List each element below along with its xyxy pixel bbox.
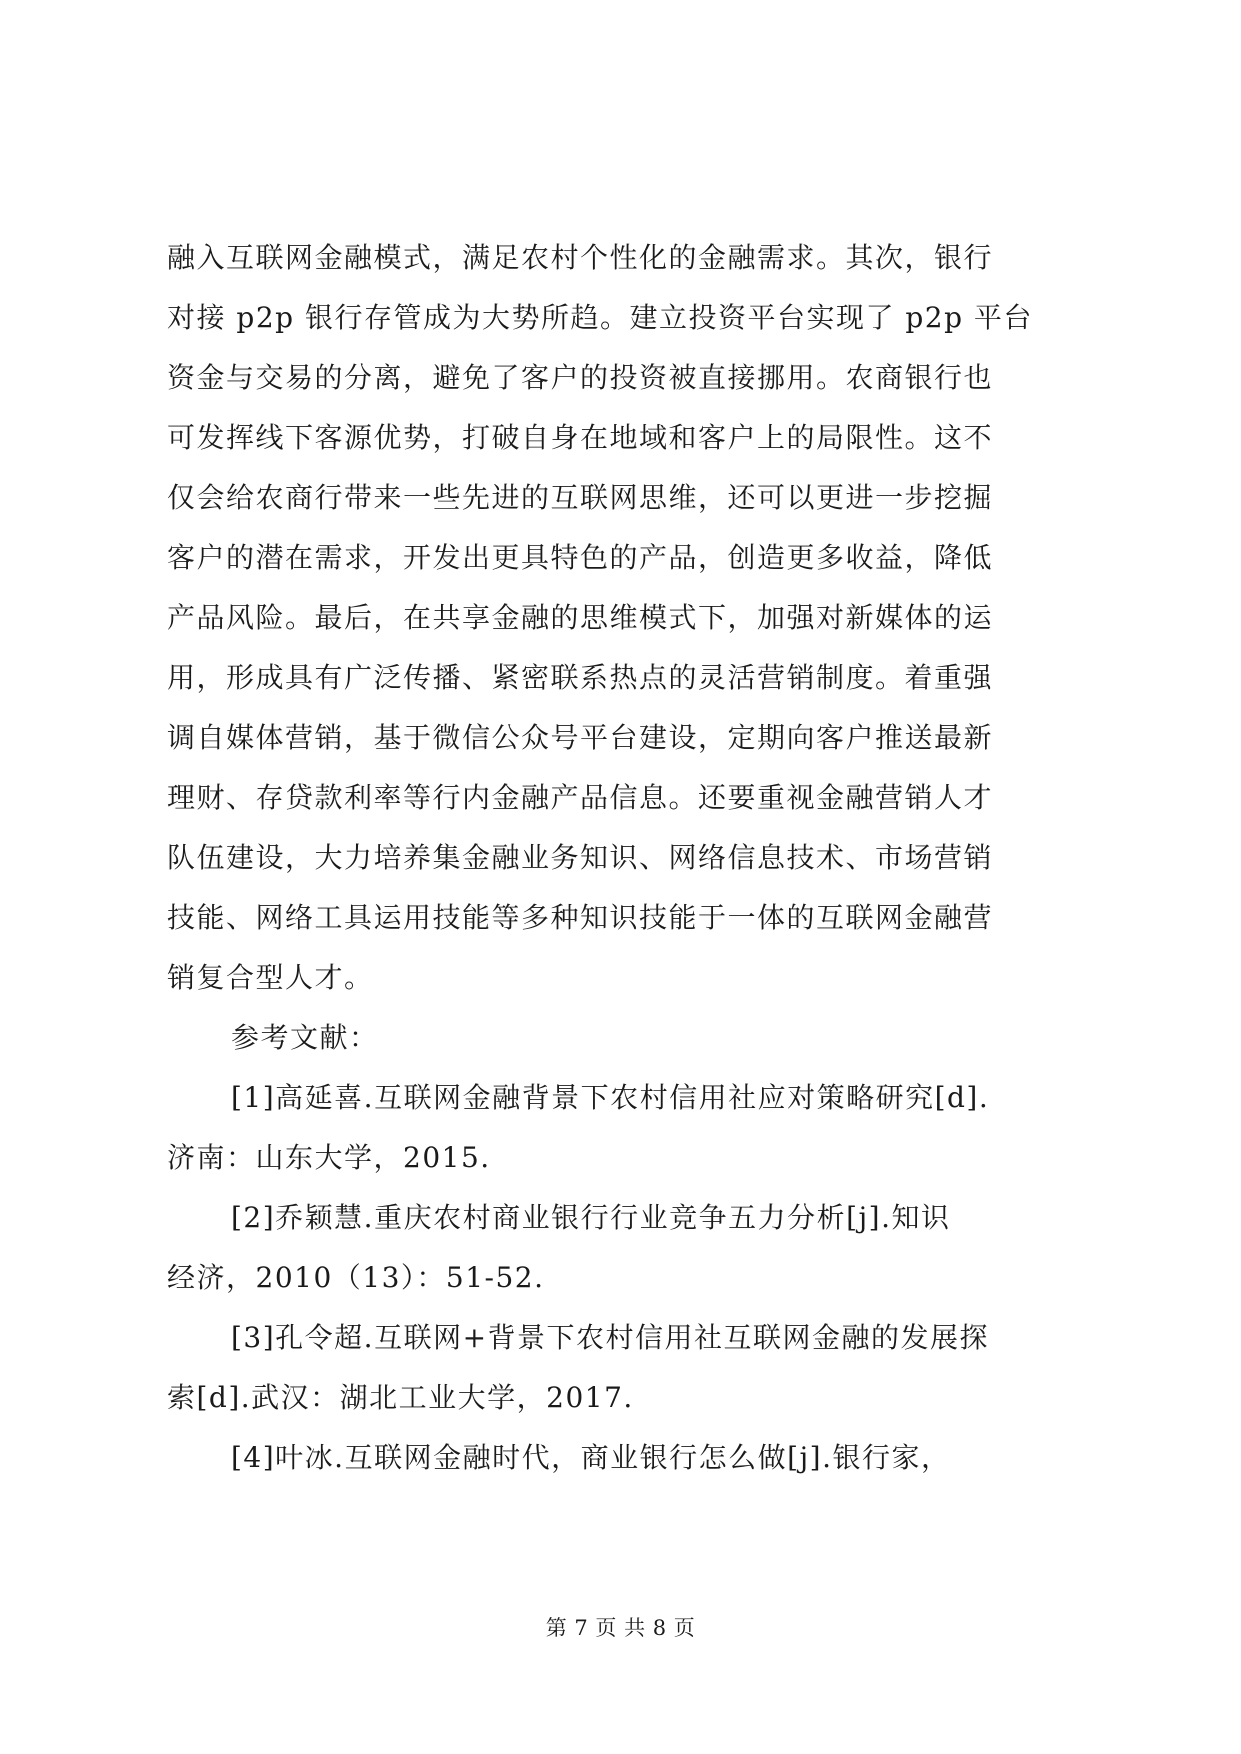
body-line: 资金与交易的分离，避免了客户的投资被直接挪用。农商银行也 — [167, 361, 994, 394]
reference-2-line-2: 经济，2010（13）：51-52. — [167, 1261, 545, 1294]
body-line: 客户的潜在需求，开发出更具特色的产品，创造更多收益，降低 — [167, 541, 994, 574]
body-line: 技能、网络工具运用技能等多种知识技能于一体的互联网金融营 — [167, 901, 994, 934]
references-heading: 参考文献： — [231, 1021, 379, 1054]
body-line: 理财、存贷款利率等行内金融产品信息。还要重视金融营销人才 — [167, 781, 994, 814]
body-line: 产品风险。最后，在共享金融的思维模式下，加强对新媒体的运 — [167, 601, 994, 634]
body-line: 可发挥线下客源优势，打破自身在地域和客户上的局限性。这不 — [167, 421, 994, 454]
reference-4-line-1: [4]叶冰.互联网金融时代，商业银行怎么做[j].银行家， — [231, 1441, 951, 1474]
body-line: 用，形成具有广泛传播、紧密联系热点的灵活营销制度。着重强 — [167, 661, 994, 694]
page-footer: 第 7 页 共 8 页 — [545, 1616, 696, 1640]
body-line: 仅会给农商行带来一些先进的互联网思维，还可以更进一步挖掘 — [167, 481, 994, 514]
body-line: 对接 p2p 银行存管成为大势所趋。建立投资平台实现了 p2p 平台 — [167, 301, 1033, 334]
body-line: 融入互联网金融模式，满足农村个性化的金融需求。其次，银行 — [167, 241, 994, 274]
body-line: 调自媒体营销，基于微信公众号平台建设，定期向客户推送最新 — [167, 721, 994, 754]
body-line: 销复合型人才。 — [167, 961, 374, 994]
reference-2-line-1: [2]乔颖慧.重庆农村商业银行行业竞争五力分析[j].知识 — [231, 1201, 951, 1234]
body-line: 队伍建设，大力培养集金融业务知识、网络信息技术、市场营销 — [167, 841, 994, 874]
body-text — [167, 228, 1087, 1488]
reference-3-line-2: 索[d].武汉：湖北工业大学，2017. — [167, 1381, 634, 1414]
reference-1-line-2: 济南：山东大学，2015. — [167, 1141, 491, 1174]
reference-3-line-1: [3]孔令超.互联网+背景下农村信用社互联网金融的发展探 — [231, 1321, 990, 1354]
reference-1-line-1: [1]高延喜.互联网金融背景下农村信用社应对策略研究[d]. — [231, 1081, 990, 1114]
